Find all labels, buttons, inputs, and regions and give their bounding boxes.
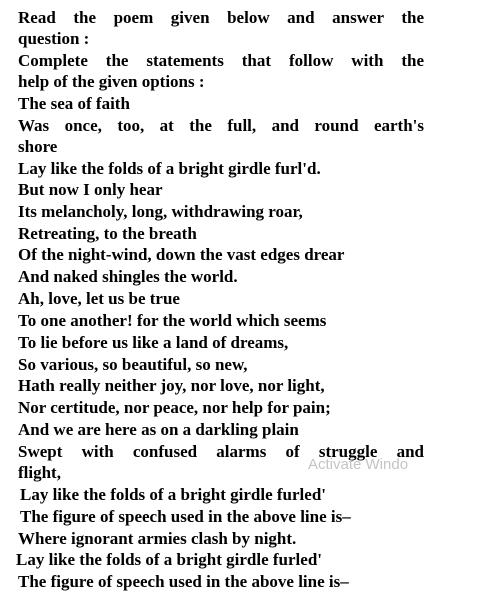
question-line-1: Read the poem given below and answer the <box>18 8 424 27</box>
instruction-line-1: Complete the statements that follow with the <box>18 51 424 70</box>
poem-line: So various, so beautiful, so new, <box>18 355 248 374</box>
poem-line: Of the night-wind, down the vast edges drear <box>18 245 345 264</box>
poem-line: Nor certitude, nor peace, nor help for pain; <box>18 398 331 417</box>
poem-line: The sea of faith <box>18 94 130 113</box>
poem-line: But now I only hear <box>18 180 163 199</box>
poem-line: Where ignorant armies clash by night. <box>18 529 297 548</box>
quoted-line: Lay like the folds of a bright girdle furled' <box>16 550 322 569</box>
figure-of-speech-prompt: The figure of speech used in the above line is– <box>18 572 349 591</box>
poem-line: Hath really neither joy, nor love, nor light, <box>18 376 325 395</box>
quoted-line: Lay like the folds of a bright girdle furled' <box>20 485 326 504</box>
instruction-line-2: help of the given options : <box>18 72 205 91</box>
poem-line: To lie before us like a land of dreams, <box>18 333 289 352</box>
poem-line: Lay like the folds of a bright girdle furl'd. <box>18 159 321 178</box>
poem-line: Swept with confused alarms of struggle and <box>18 442 424 461</box>
poem-line: Ah, love, let us be true <box>18 289 180 308</box>
poem-line: And naked shingles the world. <box>18 267 238 286</box>
poem-line: flight, <box>18 463 61 482</box>
poem-line: shore <box>18 137 58 156</box>
poem-line: Was once, too, at the full, and round earth's <box>18 116 424 135</box>
poem-line: And we are here as on a darkling plain <box>18 420 299 439</box>
activate-windows-watermark: Activate Windo <box>308 456 409 473</box>
figure-of-speech-prompt: The figure of speech used in the above line is– <box>20 507 351 526</box>
poem-line: To one another! for the world which seems <box>18 311 327 330</box>
poem-line: Its melancholy, long, withdrawing roar, <box>18 202 303 221</box>
poem-line: Retreating, to the breath <box>18 224 197 243</box>
question-line-2: question : <box>18 29 90 48</box>
